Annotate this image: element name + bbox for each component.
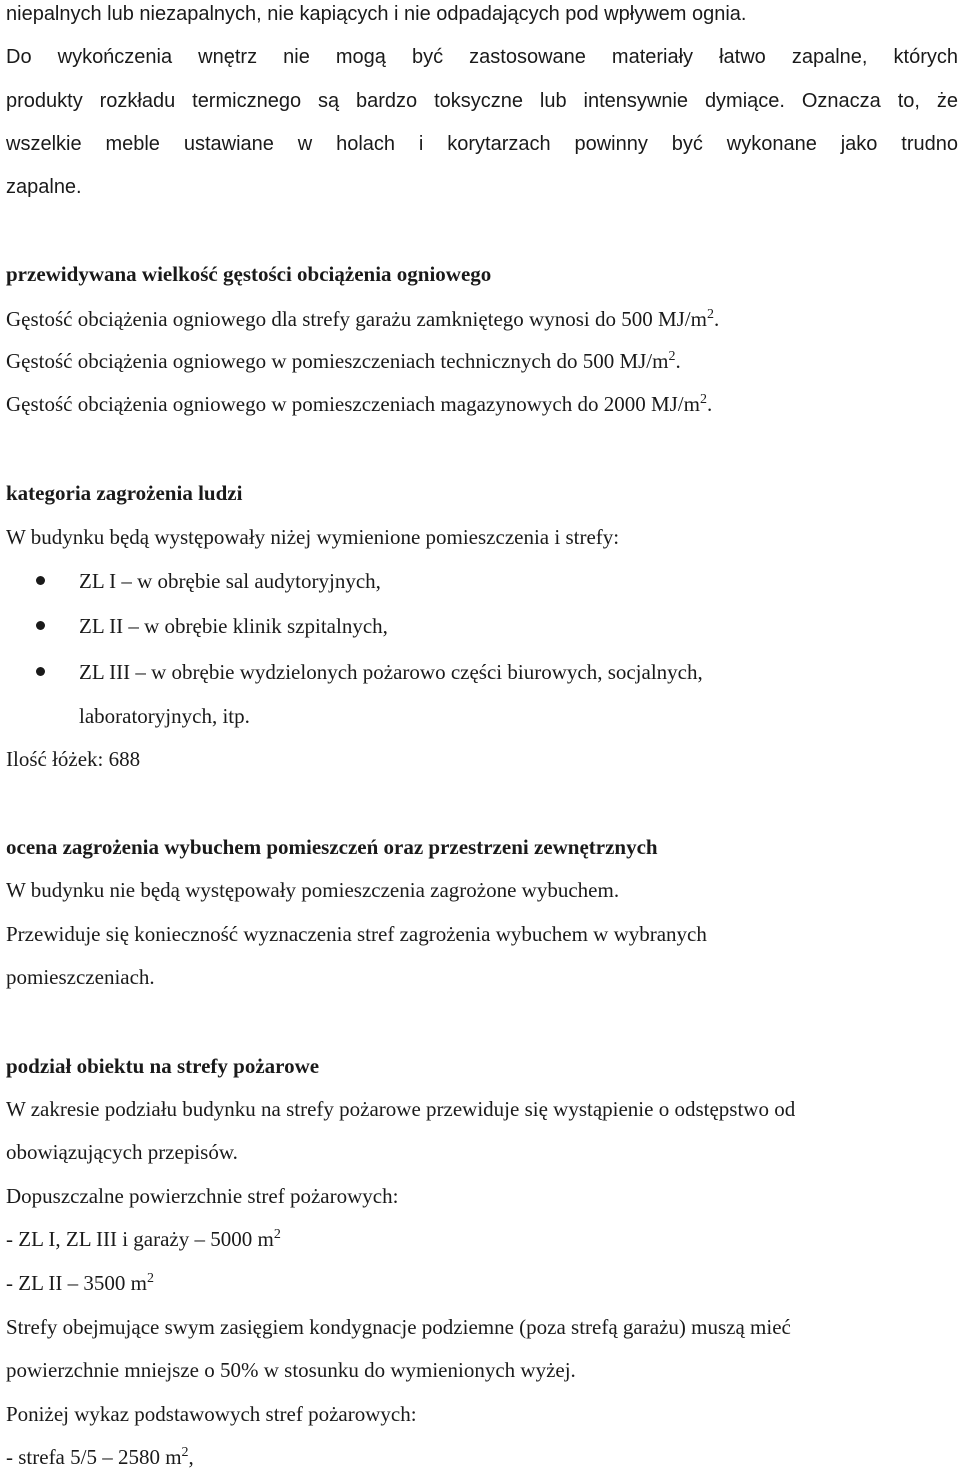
beds-count: Ilość łóżek: 688 [6, 747, 141, 771]
bullet-3 [36, 667, 45, 676]
intro-line-1: niepalnych lub niezapalnych, nie kapiących i nie odpadających pod wpływem ognia. [6, 3, 747, 25]
explosion-heading: ocena zagrożenia wybuchem pomieszczeń oraz przestrzeni zewnętrznych [6, 835, 658, 859]
zones-line-7: powierzchnie mniejsze o 50% w stosunku do wymienionych wyżej. [6, 1358, 576, 1382]
intro-line-5: zapalne. [6, 176, 82, 198]
intro-line-4-text: wszelkie meble ustawiane w holach i korytarzach powinny być wykonane jako trudno [6, 133, 958, 155]
zones-line-4-text: - ZL I, ZL III i garaży – 5000 m [6, 1227, 274, 1251]
zones-line-1: W zakresie podziału budynku na strefy pożarowe przewiduje się wystąpienie o odstępstwo od [6, 1097, 796, 1121]
intro-line-3 [6, 87, 958, 115]
risk-bullet-1: ZL I – w obrębie sal audytoryjnych, [79, 569, 381, 593]
fire-load-item-3-text: Gęstość obciążenia ogniowego w pomieszczeniach magazynowych do 2000 MJ/m [6, 392, 700, 416]
risk-bullet-3a: ZL III – w obrębie wydzielonych pożarowo części biurowych, socjalnych, [79, 660, 703, 684]
zones-line-2: obowiązujących przepisów. [6, 1140, 238, 1164]
zones-line-3: Dopuszczalne powierzchnie stref pożarowych: [6, 1184, 399, 1208]
zones-line-9-sup: 2 [181, 1445, 189, 1460]
risk-bullet-3b: laboratoryjnych, itp. [79, 704, 250, 728]
risk-intro: W budynku będą występowały niżej wymienione pomieszczenia i strefy: [6, 525, 620, 549]
zones-line-5 [6, 1269, 154, 1297]
risk-bullet-2: ZL II – w obrębie klinik szpitalnych, [79, 614, 388, 638]
zones-line-5-text: - ZL II – 3500 m [6, 1271, 147, 1295]
intro-line-2-text: Do wykończenia wnętrz nie mogą być zastosowane materiały łatwo zapalne, których [6, 46, 958, 68]
intro-line-4 [6, 130, 958, 158]
fire-load-item-2-dot: . [675, 349, 681, 373]
risk-heading: kategoria zagrożenia ludzi [6, 481, 243, 505]
bullet-2 [36, 621, 45, 630]
fire-load-heading: przewidywana wielkość gęstości obciążenia ogniowego [6, 262, 492, 286]
explosion-line-3: pomieszczeniach. [6, 965, 155, 989]
zones-line-8: Poniżej wykaz podstawowych stref pożarowych: [6, 1402, 417, 1426]
fire-load-item-1 [6, 305, 719, 333]
fire-load-item-3-sup: 2 [699, 392, 707, 407]
fire-load-item-2-text: Gęstość obciążenia ogniowego w pomieszczeniach technicznych do 500 MJ/m [6, 349, 669, 373]
zones-line-9-comma: , [188, 1445, 194, 1469]
fire-load-item-2 [6, 347, 681, 375]
zones-line-5-sup: 2 [146, 1271, 154, 1286]
explosion-line-1: W budynku nie będą występowały pomieszczenia zagrożone wybuchem. [6, 878, 620, 902]
intro-line-2 [6, 43, 958, 71]
fire-load-item-3-dot: . [706, 392, 713, 416]
zones-heading: podział obiektu na strefy pożarowe [6, 1054, 320, 1078]
zones-line-9 [6, 1443, 194, 1471]
fire-load-item-2-sup: 2 [668, 349, 676, 364]
bullet-1 [36, 576, 45, 585]
fire-load-item-1-text: Gęstość obciążenia ogniowego dla strefy garażu zamkniętego wynosi do 500 MJ/m [6, 307, 707, 331]
zones-line-4 [6, 1225, 281, 1253]
fire-load-item-3 [6, 390, 712, 418]
zones-line-9-text: - strefa 5/5 – 2580 m [6, 1445, 182, 1469]
explosion-line-2: Przewiduje się konieczność wyznaczenia stref zagrożenia wybuchem w wybranych [6, 922, 707, 946]
zones-line-6: Strefy obejmujące swym zasięgiem kondygnacje podziemne (poza strefą garażu) muszą mieć [6, 1315, 791, 1339]
fire-load-item-1-sup: 2 [706, 307, 714, 322]
intro-line-3-text: produkty rozkładu termicznego są bardzo toksyczne lub intensywnie dymiące. Oznacza to, że [6, 90, 958, 112]
fire-load-item-1-dot: . [713, 307, 720, 331]
zones-line-4-sup: 2 [273, 1227, 281, 1242]
